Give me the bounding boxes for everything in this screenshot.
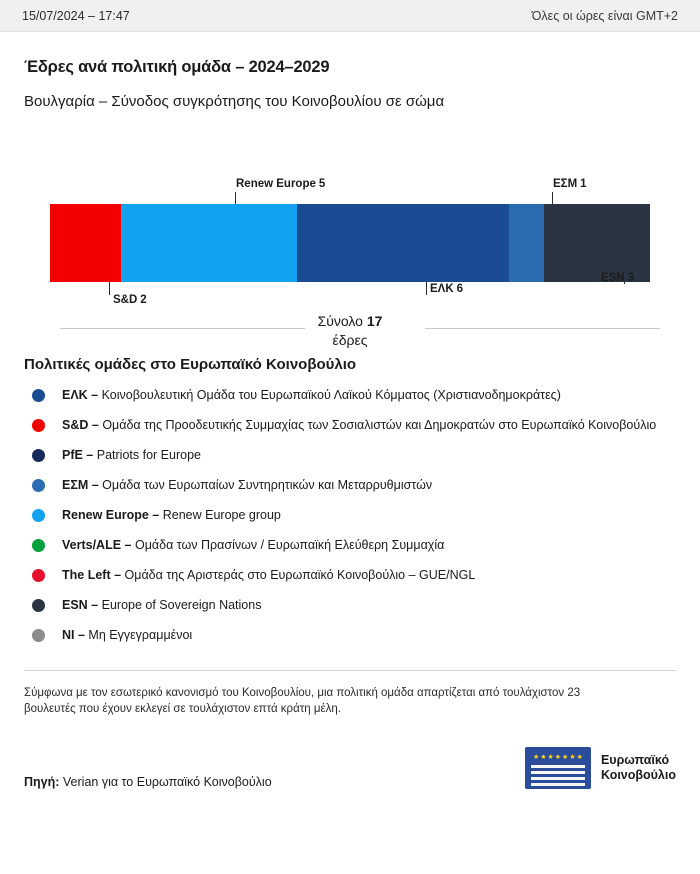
page-title: Έδρες ανά πολιτική ομάδα – 2024–2029 xyxy=(24,58,330,76)
ep-logo-text xyxy=(601,753,676,783)
legend-name-renew: Renew Europe group xyxy=(162,508,281,522)
eu-stars-icon: ★★★★★★★ xyxy=(532,754,584,761)
legend-name-greens: Ομάδα των Πρασίνων / Ευρωπαϊκή Ελεύθερη Συμμαχία xyxy=(134,538,445,552)
legend-name-left: Ομάδα της Αριστεράς στο Ευρωπαϊκό Κοινοβούλιο – GUE/NGL xyxy=(124,568,476,582)
legend-name-epp: Κοινοβουλευτική Ομάδα του Ευρωπαϊκού Λαϊκού Κόμματος (Χριστιανοδημοκράτες) xyxy=(101,388,561,402)
bar-segment-renew xyxy=(121,204,297,282)
legend-color-dot-esn xyxy=(32,599,45,612)
datetime-label: 15/07/2024 – 17:47 xyxy=(22,8,130,23)
bar-label-sd xyxy=(113,294,147,306)
bar-segment-ecr xyxy=(509,204,544,282)
list-item xyxy=(24,417,676,434)
legend-abbr-ecr: ΕΣΜ – xyxy=(62,478,99,492)
list-item xyxy=(24,537,676,554)
divider xyxy=(24,670,676,671)
legend-color-dot-left xyxy=(32,569,45,582)
legend-abbr-esn: ESN – xyxy=(62,598,99,612)
bar-segment-sd xyxy=(50,204,121,282)
stacked-bar xyxy=(50,204,650,282)
list-item xyxy=(24,627,676,644)
total-label: Σύνολο xyxy=(317,313,363,329)
legend-color-dot-ni xyxy=(32,629,45,642)
legend xyxy=(24,387,676,644)
bar-label-sd-group: S&D xyxy=(113,294,138,306)
page-content xyxy=(0,58,700,789)
legend-color-dot-sd xyxy=(32,419,45,432)
bar-label-sd-value: 2 xyxy=(140,294,147,306)
list-item xyxy=(24,507,676,524)
ep-logo-line2: Κοινοβούλιο xyxy=(600,768,676,782)
legend-abbr-epp: ΕΛΚ – xyxy=(62,388,99,402)
ep-logo xyxy=(525,747,676,789)
bar-label-renew-group: Renew Europe xyxy=(236,178,316,190)
source-line xyxy=(24,775,272,789)
bar-label-esn xyxy=(601,272,634,284)
tick-ecr xyxy=(552,192,553,204)
tick-sd xyxy=(109,282,110,295)
legend-abbr-sd: S&D – xyxy=(62,418,99,432)
list-item xyxy=(24,477,676,494)
bar-label-esn-group: ESN xyxy=(601,272,625,284)
list-item xyxy=(24,597,676,614)
legend-name-ni: Μη Εγγεγραμμένοι xyxy=(88,628,193,642)
legend-color-dot-ecr xyxy=(32,479,45,492)
tick-epp xyxy=(426,282,427,295)
bar-label-ecr-value: 1 xyxy=(580,178,587,190)
total-value: 17 xyxy=(366,313,383,329)
page-subtitle: Βουλγαρία – Σύνοδος συγκρότησης του Κοινοβουλίου σε σώμα xyxy=(24,93,445,110)
list-item xyxy=(24,387,676,404)
source-text: Verian για το Ευρωπαϊκό Κοινοβούλιο xyxy=(62,775,272,789)
status-bar xyxy=(0,0,700,32)
bar-segment-epp xyxy=(297,204,509,282)
seats-bar-chart xyxy=(24,154,676,306)
bar-label-epp-group: ΕΛΚ xyxy=(430,283,454,295)
total-text xyxy=(24,312,676,350)
legend-abbr-ni: NI – xyxy=(62,628,85,642)
bar-label-ecr xyxy=(553,178,587,190)
bar-label-epp-value: 6 xyxy=(456,283,464,295)
total-unit: έδρες xyxy=(332,332,368,348)
bar-segment-esn xyxy=(544,204,650,282)
legend-abbr-renew: Renew Europe – xyxy=(62,508,160,522)
bar-label-renew xyxy=(236,178,325,190)
legend-color-dot-pfe xyxy=(32,449,45,462)
timezone-note: Όλες οι ώρες είναι GMT+2 xyxy=(531,8,678,23)
source-label: Πηγή: xyxy=(24,775,60,789)
legend-abbr-left: The Left – xyxy=(62,568,122,582)
total-row xyxy=(24,306,676,350)
list-item xyxy=(24,447,676,464)
legend-abbr-pfe: PfE – xyxy=(62,448,94,462)
list-item xyxy=(24,567,676,584)
bar-label-renew-value: 5 xyxy=(318,178,326,190)
ep-flag-icon xyxy=(525,747,591,789)
legend-name-pfe: Patriots for Europe xyxy=(96,448,201,462)
legend-color-dot-epp xyxy=(32,389,45,402)
legend-name-ecr: Ομάδα των Ευρωπαίων Συντηρητικών και Μεταρρυθμιστών xyxy=(102,478,433,492)
legend-title: Πολιτικές ομάδες στο Ευρωπαϊκό Κοινοβούλιο xyxy=(24,356,357,373)
footer xyxy=(24,747,676,789)
footnote: Σύμφωνα με τον εσωτερικό κανονισμό του Κοινοβουλίου, μια πολιτική ομάδα απαρτίζεται από τουλάχιστον 23 βουλευτές που έχουν εκλεγεί σε τουλάχιστον επτά κράτη μέλη. xyxy=(24,687,581,715)
bar-label-epp xyxy=(430,283,463,295)
legend-name-sd: Ομάδα της Προοδευτικής Συμμαχίας των Σοσιαλιστών και Δημοκρατών στο Ευρωπαϊκό Κοινοβούλιο xyxy=(102,418,657,432)
legend-color-dot-renew xyxy=(32,509,45,522)
tick-renew xyxy=(235,192,236,204)
ep-logo-line1: Ευρωπαϊκό xyxy=(600,753,670,767)
legend-name-esn: Europe of Sovereign Nations xyxy=(101,598,262,612)
legend-color-dot-greens xyxy=(32,539,45,552)
bar-label-ecr-group: ΕΣΜ xyxy=(553,178,578,190)
bar-label-esn-value: 3 xyxy=(627,272,635,284)
legend-abbr-greens: Verts/ALE – xyxy=(62,538,132,552)
